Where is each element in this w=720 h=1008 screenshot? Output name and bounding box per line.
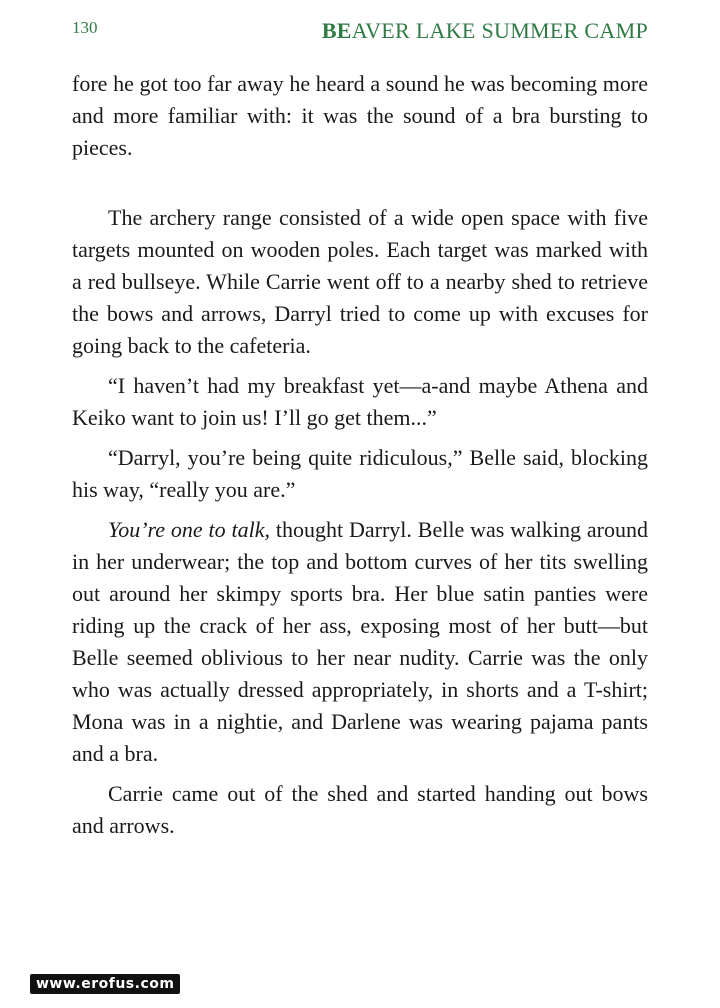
paragraph-description [72, 514, 648, 770]
body-text [72, 68, 648, 842]
running-head-rest: AVER LAKE SUMMER CAMP [351, 18, 648, 43]
italic-thought: You’re one to talk, [108, 517, 271, 542]
paragraph-archery-range: The archery range consisted of a wide open space with five targets mounted on wooden poles. Each target was marked with a red bullseye. While Carrie went off to a nearby shed to retrieve the bows and arrows, Darryl tried to come up with excuses for going back to the cafeteria. [72, 205, 648, 358]
paragraph-darryl-dialogue: “I haven’t had my breakfast yet—a-and maybe Athena and Keiko want to join us! I’ll go get them...” [72, 373, 648, 430]
paragraph-description-text: thought Darryl. Belle was walking around in her underwear; the top and bottom curves of her tits swelling out around her skimpy sports bra. Her blue satin panties were riding up the crack of her ass, exposing most of her butt—but Belle seemed oblivious to her near nudity. Carrie was the only who was actually dressed appropriately, in shorts and a T-shirt; Mona was in a nightie, and Darlene was wearing pajama pants and a bra. [72, 517, 648, 766]
paragraph-carrie-shed: Carrie came out of the shed and started handing out bows and arrows. [72, 781, 648, 838]
running-head-title [322, 18, 648, 44]
running-head-initial: BE [321, 18, 352, 43]
watermark: www.erofus.com [30, 974, 180, 994]
page-header [72, 18, 648, 46]
paragraph-belle-dialogue: “Darryl, you’re being quite ridiculous,” Belle said, blocking his way, “really you are.” [72, 445, 648, 502]
paragraph-continuation: fore he got too far away he heard a sound he was becoming more and more familiar with: it was the sound of a bra bursting to pieces. [72, 71, 648, 160]
page-number: 130 [72, 18, 98, 37]
